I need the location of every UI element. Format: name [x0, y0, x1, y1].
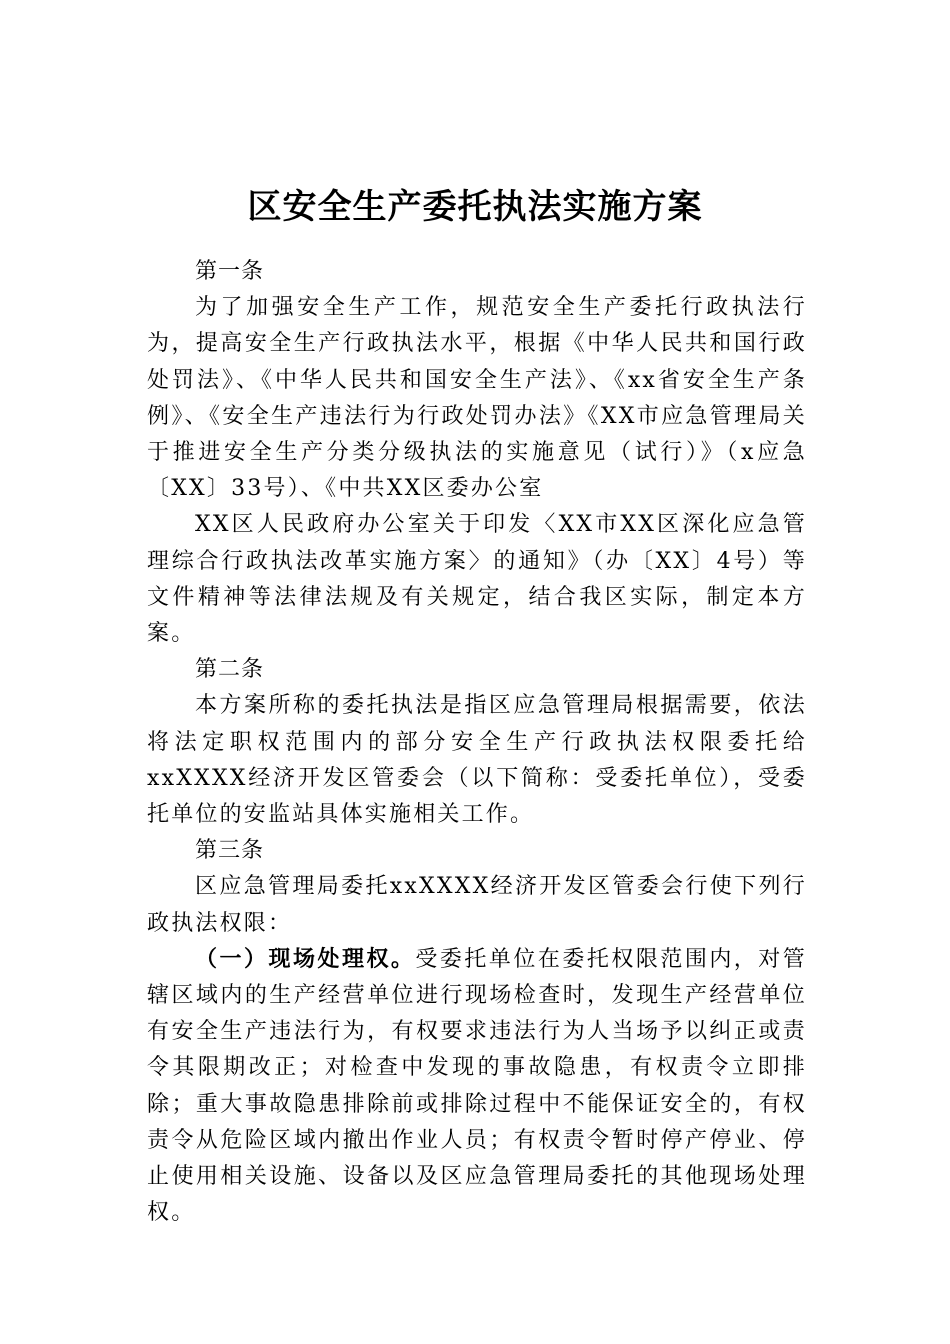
- article-1-paragraph-1: 为了加强安全生产工作，规范安全生产委托行政执法行为，提高安全生产行政执法水平，根据《中华人民共和国行政处罚法》、《中华人民共和国安全生产法》、《xx省安全生产条例》、《安全生产违法行为行政处罚办法》《XX市应急管理局关于推进安全生产分类分级执法的实施意见（试行）》（x应急〔XX〕33号）、《中共XX区委办公室: [147, 295, 807, 502]
- article-2-paragraph-1: 本方案所称的委托执法是指区应急管理局根据需要，依法将法定职权范围内的部分安全生产行政执法权限委托给xxXXXX经济开发区管委会（以下简称：受委托单位），受委托单位的安监站具体实施相关工作。: [147, 693, 807, 828]
- article-3-paragraph-1: 区应急管理局委托xxXXXX经济开发区管委会行使下列行政执法权限：: [147, 874, 807, 936]
- document-title: 区安全生产委托执法实施方案: [247, 186, 703, 227]
- article-3-item-1-text: 受委托单位在委托权限范围内，对管辖区域内的生产经营单位进行现场检查时，发现生产经营单位有安全生产违法行为，有权要求违法行为人当场予以纠正或责令其限期改正；对检查中发现的事故隐患，有权责令立即排除；重大事故隐患排除前或排除过程中不能保证安全的，有权责令从危险区域内撤出作业人员；有权责令暂时停产停业、停止使用相关设施、设备以及区应急管理局委托的其他现场处理权。: [147, 946, 807, 1226]
- article-2-heading: 第二条: [195, 657, 265, 683]
- article-3-heading: 第三条: [195, 838, 265, 864]
- article-3-item-1-lead: （一）现场处理权。: [195, 946, 416, 972]
- article-1-heading: 第一条: [195, 259, 265, 284]
- document-body: [147, 254, 807, 1231]
- article-1-paragraph-2: XX区人民政府办公室关于印发〈XX市XX区深化应急管理综合行政执法改革实施方案〉的通知》（办〔XX〕4号）等文件精神等法律法规及有关规定，结合我区实际，制定本方案。: [147, 512, 807, 647]
- article-3-item-1: [147, 942, 807, 1232]
